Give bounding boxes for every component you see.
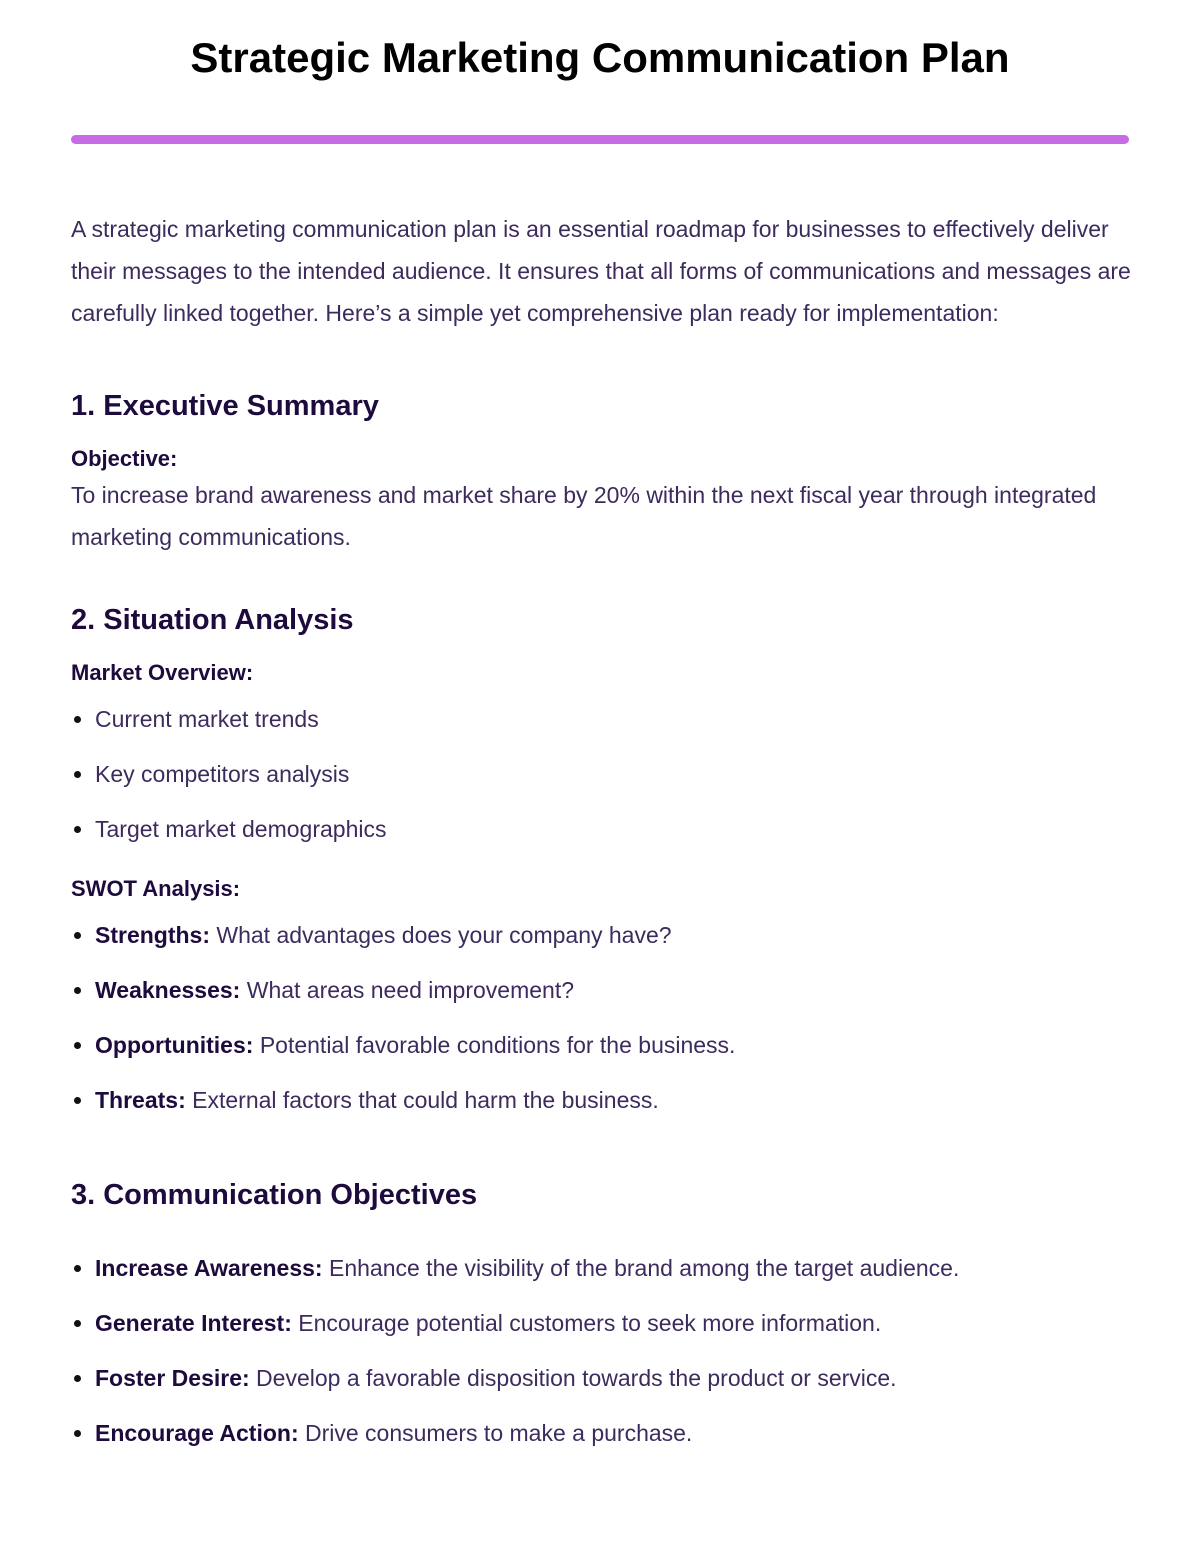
list-item — [71, 1363, 1131, 1393]
swot-term: Weaknesses: — [95, 977, 241, 1003]
title-divider — [71, 135, 1129, 144]
objective-text: Encourage potential customers to seek more information. — [291, 1310, 882, 1336]
list-item — [71, 1418, 1131, 1448]
list-item: Target market demographics — [71, 814, 1131, 844]
objective-term: Increase Awareness: — [95, 1255, 323, 1281]
market-overview-label: Market Overview: — [71, 660, 254, 685]
section-heading-executive-summary: 1. Executive Summary — [71, 390, 379, 422]
page-title: Strategic Marketing Communication Plan — [190, 34, 1010, 81]
section-heading-communication-objectives: 3. Communication Objectives — [71, 1179, 478, 1211]
swot-text: What areas need improvement? — [240, 977, 575, 1003]
swot-term: Opportunities: — [95, 1032, 254, 1058]
intro-paragraph: A strategic marketing communication plan is an essential roadmap for businesses to effectively deliver their messages to the intended audience. It ensures that all forms of communications and messages are carefully linked together. Here’s a simple yet comprehensive plan ready for implementation: — [71, 216, 1131, 326]
swot-term: Threats: — [95, 1087, 186, 1113]
list-item — [71, 1308, 1131, 1338]
list-item: Key competitors analysis — [71, 759, 1131, 789]
objective-term: Generate Interest: — [95, 1310, 292, 1336]
list-item — [71, 975, 1131, 1005]
list-item — [71, 1030, 1131, 1060]
swot-text: Potential favorable conditions for the business. — [253, 1032, 736, 1058]
objective-text: Develop a favorable disposition towards the product or service. — [249, 1365, 897, 1391]
list-item: Current market trends — [71, 704, 1131, 734]
objective-text: Enhance the visibility of the brand among the target audience. — [322, 1255, 960, 1281]
objectives-list — [71, 1253, 1131, 1448]
objective-text: Drive consumers to make a purchase. — [298, 1420, 693, 1446]
document-body — [71, 208, 1131, 1448]
swot-term: Strengths: — [95, 922, 210, 948]
list-item — [71, 1253, 1131, 1283]
market-overview-list — [71, 704, 1131, 844]
swot-text: What advantages does your company have? — [210, 922, 672, 948]
swot-text: External factors that could harm the business. — [185, 1087, 659, 1113]
swot-label: SWOT Analysis: — [71, 876, 241, 901]
section-heading-situation-analysis: 2. Situation Analysis — [71, 604, 354, 636]
objective-term: Encourage Action: — [95, 1420, 299, 1446]
list-item — [71, 1085, 1131, 1115]
objective-label: Objective: — [71, 446, 178, 471]
objective-text: To increase brand awareness and market share by 20% within the next fiscal year through integrated marketing communications. — [71, 482, 1097, 550]
objective-term: Foster Desire: — [95, 1365, 250, 1391]
swot-list — [71, 920, 1131, 1115]
list-item — [71, 920, 1131, 950]
